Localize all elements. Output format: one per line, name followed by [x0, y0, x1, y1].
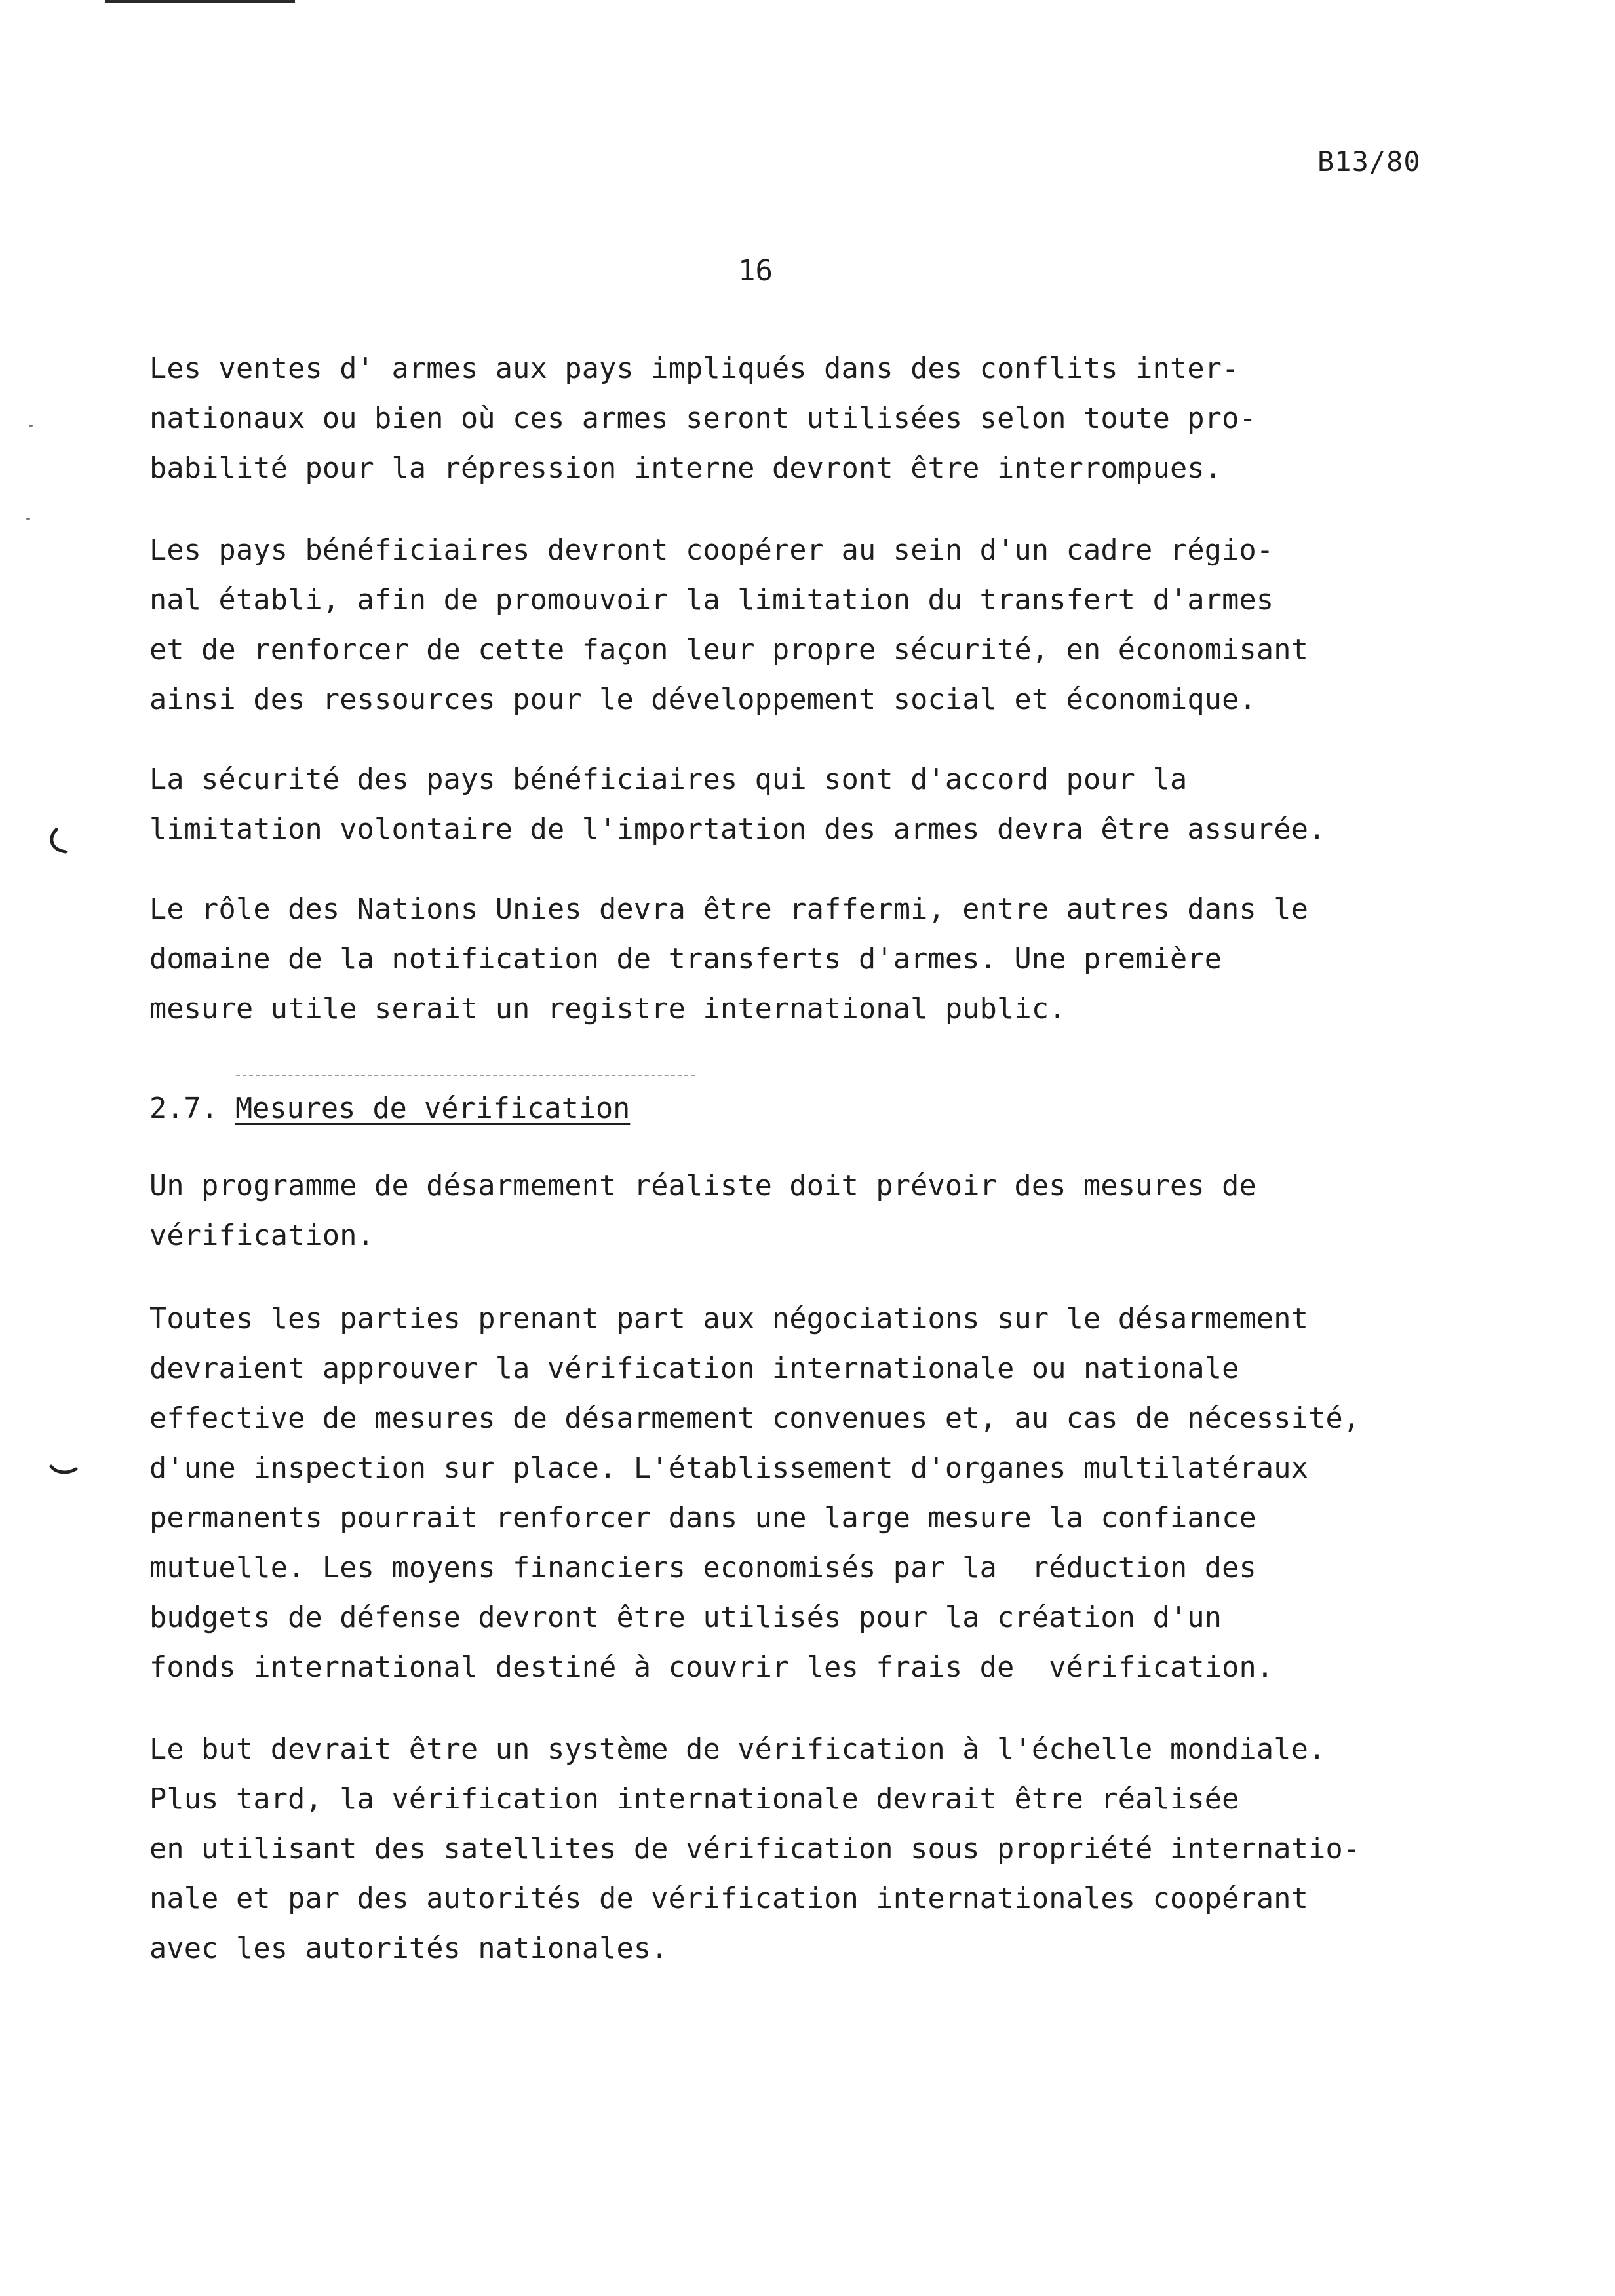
text-line: mesure utile serait un registre international public. — [149, 993, 1066, 1025]
text-line: fonds international destiné à couvrir les frais de vérification. — [149, 1651, 1274, 1684]
scan-speck — [29, 425, 33, 427]
section-number: 2.7. — [149, 1092, 218, 1125]
page-number: 16 — [738, 254, 773, 288]
text-line: Les pays bénéficiaires devront coopérer au sein d'un cadre régio- — [149, 534, 1274, 567]
text-line: vérification. — [149, 1219, 375, 1252]
text-line: ainsi des ressources pour le développement social et économique. — [149, 683, 1256, 716]
text-line: devraient approuver la vérification internationale ou nationale — [149, 1352, 1239, 1385]
text-line: Plus tard, la vérification internationale devrait être réalisée — [149, 1783, 1239, 1816]
text-line: permanents pourrait renforcer dans une large mesure la confiance — [149, 1502, 1256, 1535]
document-reference: B13/80 — [1317, 145, 1421, 178]
text-line: budgets de défense devront être utilisés pour la création d'un — [149, 1601, 1222, 1634]
section-heading — [149, 1084, 630, 1134]
text-line: nale et par des autorités de vérification internationales coopérant — [149, 1883, 1309, 1915]
paragraph-goal — [149, 1725, 1539, 1974]
text-line: Le rôle des Nations Unies devra être raffermi, entre autres dans le — [149, 893, 1309, 926]
text-line: d'une inspection sur place. L'établissement d'organes multilatéraux — [149, 1452, 1309, 1485]
text-line: Le but devrait être un système de vérification à l'échelle mondiale. — [149, 1733, 1326, 1766]
text-line: nationaux ou bien où ces armes seront utilisées selon toute pro- — [149, 402, 1256, 435]
text-line: en utilisant des satellites de vérification sous propriété internatio- — [149, 1833, 1361, 1866]
paragraph-beneficiary-cooperation — [149, 526, 1539, 725]
text-line: mutuelle. Les moyens financiers economisés par la réduction des — [149, 1552, 1256, 1584]
scan-speck — [26, 518, 30, 520]
text-line: limitation volontaire de l'importation des armes devra être assurée. — [149, 813, 1326, 846]
text-line: La sécurité des pays bénéficiaires qui sont d'accord pour la — [149, 763, 1188, 796]
paragraph-beneficiary-security — [149, 755, 1539, 854]
paragraph-arms-sales — [149, 344, 1539, 493]
paragraph-all-parties — [149, 1294, 1539, 1693]
text-line: Les ventes d' armes aux pays impliqués dans des conflits inter- — [149, 353, 1239, 385]
text-line: effective de mesures de désarmement convenues et, au cas de nécessité, — [149, 1402, 1361, 1435]
text-line: et de renforcer de cette façon leur propre sécurité, en économisant — [149, 634, 1309, 666]
top-rule — [105, 0, 295, 3]
text-line: Un programme de désarmement réaliste doit prévoir des mesures de — [149, 1170, 1256, 1202]
text-line: nal établi, afin de promouvoir la limitation du transfert d'armes — [149, 584, 1274, 617]
text-line: Toutes les parties prenant part aux négociations sur le désarmement — [149, 1303, 1309, 1335]
text-line: domaine de la notification de transferts d'armes. Une première — [149, 943, 1222, 976]
text-line: babilité pour la répression interne devront être interrompues. — [149, 452, 1222, 485]
section-title: Mesures de vérification — [235, 1092, 631, 1125]
margin-bracket-mark — [46, 827, 76, 857]
margin-bracket-mark — [49, 1456, 79, 1486]
paragraph-programme — [149, 1161, 1539, 1261]
scan-dashes — [236, 1075, 695, 1076]
text-line: avec les autorités nationales. — [149, 1932, 669, 1965]
paragraph-united-nations — [149, 885, 1539, 1034]
